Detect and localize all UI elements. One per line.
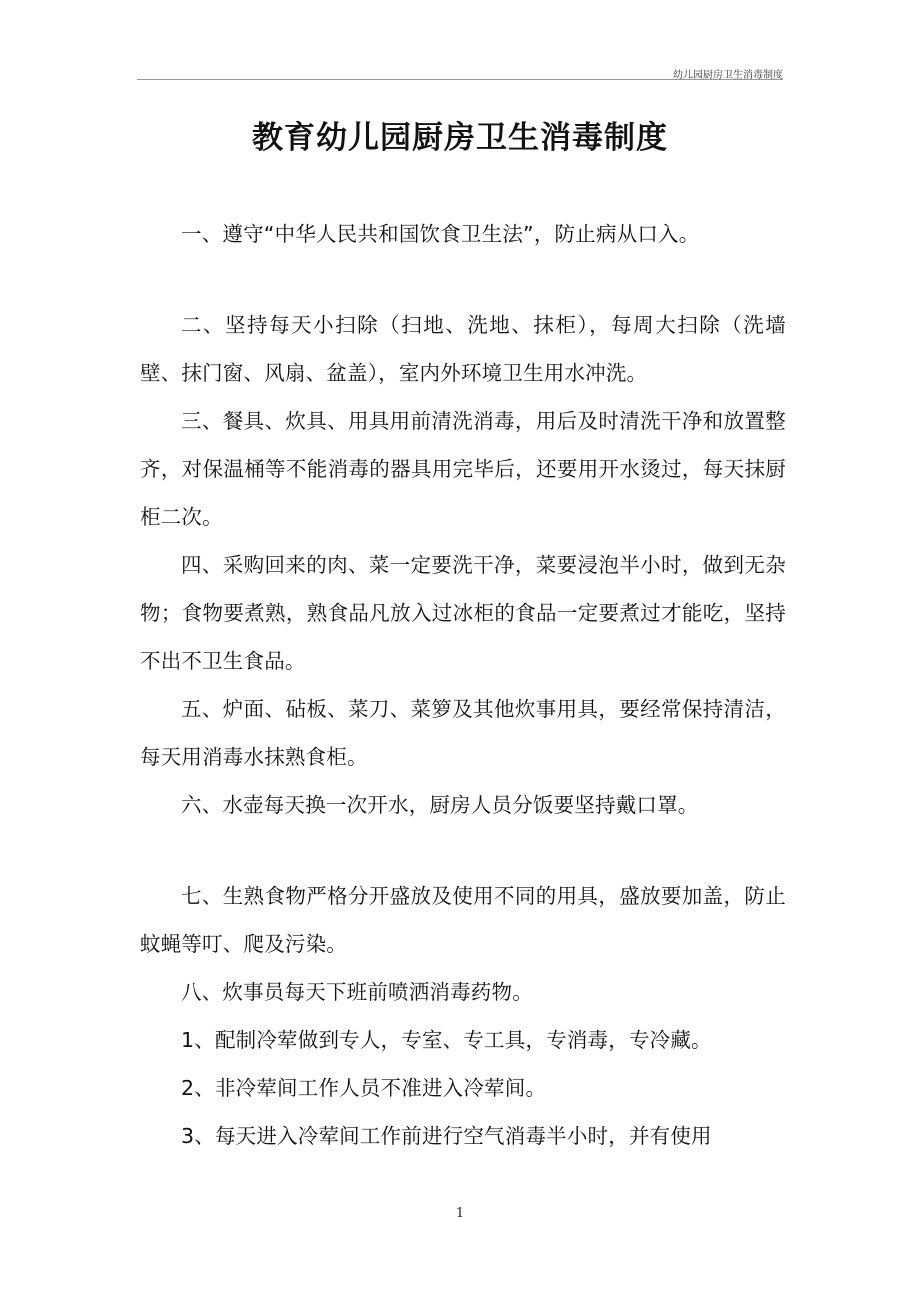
document-body (140, 210, 786, 1160)
paragraph-11: 3、每天进入冷荤间工作前进行空气消毒半小时，并有使用 (181, 1124, 712, 1148)
paragraph-8: 八、炊事员每天下班前喷洒消毒药物。 (181, 980, 533, 1004)
paragraph-5: 五、炉面、砧板、菜刀、菜箩及其他炊事用具，要经常保持清洁，每天用消毒水抹熟食柜。 (140, 697, 786, 769)
page-number: 1 (455, 1206, 465, 1221)
paragraph-2: 二、坚持每天小扫除（扫地、洗地、抹柜），每周大扫除（洗墙壁、抹门窗、风扇、盆盖），室内外环境卫生用水冲洗。 (140, 313, 786, 385)
paragraph-3: 三、餐具、炊具、用具用前清洗消毒，用后及时清洗干净和放置整齐，对保温桶等不能消毒的器具用完毕后，还要用开水烫过，每天抹厨柜二次。 (140, 409, 786, 529)
paragraph-6: 六、水壶每天换一次开水，厨房人员分饭要坚持戴口罩。 (181, 793, 699, 817)
paragraph-1: 一、遵守“中华人民共和国饮食卫生法”，防止病从口入。 (181, 222, 700, 246)
document-title: 教育幼儿园厨房卫生消毒制度 (252, 120, 668, 156)
paragraph-10: 2、非冷荤间工作人员不准进入冷荤间。 (181, 1076, 547, 1100)
paragraph-4: 四、采购回来的肉、菜一定要洗干净，菜要浸泡半小时，做到无杂物；食物要煮熟，熟食品凡放入过冰柜的食品一定要煮过才能吃，坚持不出不卫生食品。 (140, 553, 786, 673)
paragraph-7: 七、生熟食物严格分开盛放及使用不同的用具，盛放要加盖，防止蚊蝇等叮、爬及污染。 (140, 884, 786, 956)
paragraph-9: 1、配制冷荤做到专人，专室、专工具，专消毒，专冷藏。 (181, 1028, 712, 1052)
running-header: 幼儿园厨房卫生消毒制度 (673, 70, 783, 81)
header-divider (137, 79, 783, 80)
